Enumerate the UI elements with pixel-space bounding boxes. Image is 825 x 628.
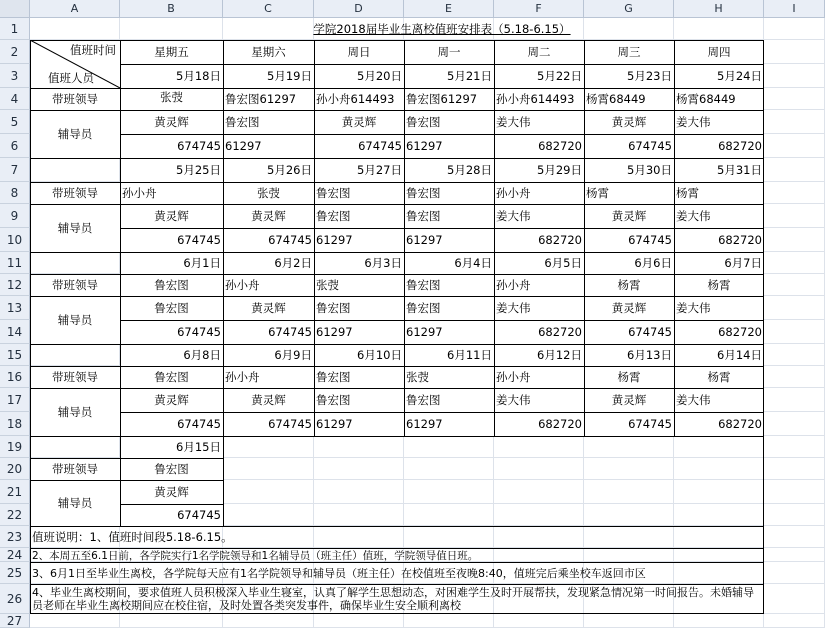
- counselor-cell: 姜大伟: [494, 296, 584, 320]
- date-cell: 5月25日: [120, 158, 223, 182]
- leader-cell: 孙小舟: [494, 366, 584, 388]
- corner-label-time: 值班时间: [70, 43, 116, 57]
- counselor-cell: 姜大伟: [674, 388, 764, 412]
- border-line: [30, 458, 224, 459]
- border-line: [30, 274, 764, 275]
- leader-label: 带班领导: [30, 366, 120, 388]
- select-all-corner[interactable]: [0, 0, 30, 18]
- leader-cell: 鲁宏图: [120, 366, 223, 388]
- date-cell: 5月27日: [314, 158, 404, 182]
- counselor-cell: 姜大伟: [674, 204, 764, 228]
- phone-cell: 674745: [120, 504, 223, 526]
- counselor-cell: 姜大伟: [674, 110, 764, 134]
- leader-cell: 孙小舟: [120, 182, 223, 204]
- counselor-cell: 黄灵辉: [584, 204, 674, 228]
- leader-cell: 孙小舟: [223, 366, 314, 388]
- phone-cell: 682720: [494, 134, 584, 158]
- phone-cell: 674745: [120, 134, 223, 158]
- phone-cell: 674745: [584, 412, 674, 436]
- counselor-label: 辅导员: [30, 388, 120, 436]
- border-line: [120, 228, 764, 229]
- column-header-e[interactable]: E: [404, 0, 494, 18]
- counselor-cell: 鲁宏图: [404, 296, 494, 320]
- phone-cell: 682720: [494, 228, 584, 252]
- row-header-4[interactable]: 4: [0, 88, 30, 110]
- phone-cell: 674745: [314, 134, 404, 158]
- row-header-26[interactable]: 26: [0, 584, 30, 614]
- row-header-6[interactable]: 6: [0, 134, 30, 158]
- date-cell: 6月10日: [314, 344, 404, 366]
- leader-cell: 孙小舟614493: [314, 88, 404, 110]
- row-header-3[interactable]: 3: [0, 64, 30, 88]
- row-header-17[interactable]: 17: [0, 388, 30, 412]
- counselor-cell: 鲁宏图: [314, 204, 404, 228]
- leader-cell: 杨霄: [674, 182, 764, 204]
- row-header-15[interactable]: 15: [0, 344, 30, 366]
- date-cell: 6月12日: [494, 344, 584, 366]
- weekday-header: 星期六: [223, 40, 314, 64]
- leader-cell: 孙小舟: [494, 182, 584, 204]
- border-line: [30, 182, 764, 183]
- border-line: [404, 40, 405, 436]
- row-header-7[interactable]: 7: [0, 158, 30, 182]
- column-header-b[interactable]: B: [120, 0, 223, 18]
- counselor-cell: 鲁宏图: [404, 204, 494, 228]
- phone-cell: 674745: [223, 320, 314, 344]
- border-line: [30, 252, 764, 253]
- date-cell: 5月20日: [314, 64, 404, 88]
- row-header-1[interactable]: 1: [0, 18, 30, 40]
- counselor-cell: 姜大伟: [494, 204, 584, 228]
- border-line: [120, 64, 764, 65]
- leader-label: 带班领导: [30, 182, 120, 204]
- weekday-header: 周三: [584, 40, 674, 64]
- leader-cell: 杨霄: [674, 274, 764, 296]
- row-header-24[interactable]: 24: [0, 548, 30, 562]
- leader-cell: 杨霄: [584, 366, 674, 388]
- phone-cell: 682720: [674, 412, 764, 436]
- column-header-d[interactable]: D: [314, 0, 404, 18]
- row-header-19[interactable]: 19: [0, 436, 30, 458]
- border-line: [30, 158, 764, 159]
- border-line: [30, 204, 764, 205]
- row-header-11[interactable]: 11: [0, 252, 30, 274]
- phone-cell: 61297: [404, 320, 494, 344]
- counselor-cell: 鲁宏图: [314, 388, 404, 412]
- border-line: [30, 40, 31, 614]
- border-line: [763, 40, 764, 614]
- border-line: [30, 366, 764, 367]
- counselor-cell: 鲁宏图: [404, 110, 494, 134]
- border-line: [120, 134, 764, 135]
- counselor-label: 辅导员: [30, 480, 120, 526]
- counselor-cell: 黄灵辉: [584, 110, 674, 134]
- border-line: [30, 40, 764, 41]
- date-cell: 6月13日: [584, 344, 674, 366]
- border-line: [30, 344, 764, 345]
- leader-cell: 张弢: [404, 366, 494, 388]
- counselor-cell: 鲁宏图: [223, 110, 314, 134]
- counselor-cell: 黄灵辉: [120, 110, 223, 134]
- leader-cell: 鲁宏图: [404, 182, 494, 204]
- counselor-label: 辅导员: [30, 296, 120, 344]
- date-cell: 6月5日: [494, 252, 584, 274]
- weekday-header: 周一: [404, 40, 494, 64]
- leader-cell: 鲁宏图61297: [404, 88, 494, 110]
- column-header-g[interactable]: G: [584, 0, 674, 18]
- border-line: [584, 40, 585, 436]
- row-header-23[interactable]: 23: [0, 526, 30, 548]
- corner-label-staff: 值班人员: [48, 71, 94, 85]
- border-line: [120, 436, 121, 526]
- phone-cell: 682720: [494, 412, 584, 436]
- border-line: [30, 88, 764, 89]
- header-corner-cell: [30, 40, 120, 88]
- border-line: [30, 480, 224, 481]
- border-line: [30, 110, 764, 111]
- phone-cell: 674745: [584, 134, 674, 158]
- leader-cell: 鲁宏图: [314, 182, 404, 204]
- leader-label: 带班领导: [30, 458, 120, 480]
- leader-cell: 孙小舟: [223, 274, 314, 296]
- weekday-header: 星期五: [120, 40, 223, 64]
- note-line: 值班说明：1、值班时间段5.18-6.15。: [32, 530, 233, 544]
- border-line: [30, 584, 764, 585]
- border-line: [30, 388, 764, 389]
- counselor-cell: 黄灵辉: [223, 296, 314, 320]
- counselor-cell: 黄灵辉: [223, 388, 314, 412]
- border-line: [494, 40, 495, 436]
- border-line: [120, 504, 224, 505]
- counselor-label: 辅导员: [30, 204, 120, 252]
- leader-cell: 孙小舟614493: [494, 88, 584, 110]
- phone-cell: 682720: [674, 134, 764, 158]
- date-cell: 6月15日: [120, 436, 223, 458]
- row-header-22[interactable]: 22: [0, 504, 30, 526]
- border-line: [30, 436, 764, 437]
- date-cell: 5月18日: [120, 64, 223, 88]
- date-cell: 6月8日: [120, 344, 223, 366]
- phone-cell: 61297: [314, 228, 404, 252]
- date-cell: 5月31日: [674, 158, 764, 182]
- row-header-18[interactable]: 18: [0, 412, 30, 436]
- date-cell: 5月21日: [404, 64, 494, 88]
- row-header-5[interactable]: 5: [0, 110, 30, 134]
- date-cell: 6月7日: [674, 252, 764, 274]
- border-line: [30, 526, 764, 527]
- leader-cell: 鲁宏图: [314, 366, 404, 388]
- leader-cell: 鲁宏图61297: [223, 88, 314, 110]
- border-line: [314, 40, 315, 436]
- row-header-12[interactable]: 12: [0, 274, 30, 296]
- date-cell: 6月4日: [404, 252, 494, 274]
- leader-label: 带班领导: [30, 88, 120, 110]
- leader-cell: 孙小舟: [494, 274, 584, 296]
- phone-cell: 682720: [674, 320, 764, 344]
- diagonal-line: [30, 40, 120, 88]
- date-cell: 5月28日: [404, 158, 494, 182]
- date-cell: 5月23日: [584, 64, 674, 88]
- leader-label: 带班领导: [30, 274, 120, 296]
- row-header-14[interactable]: 14: [0, 320, 30, 344]
- row-header-21[interactable]: 21: [0, 480, 30, 504]
- leader-cell: 鲁宏图: [404, 274, 494, 296]
- column-header-f[interactable]: F: [494, 0, 584, 18]
- date-cell: 5月19日: [223, 64, 314, 88]
- phone-cell: 61297: [404, 134, 494, 158]
- weekday-header: 周日: [314, 40, 404, 64]
- leader-cell: 鲁宏图: [120, 274, 223, 296]
- border-line: [223, 40, 224, 436]
- counselor-cell: 黄灵辉: [120, 388, 223, 412]
- note-line: 4、毕业生离校期间，要求值班人员积极深入毕业生寝室，认真了解学生思想动态，对困难学生及时开展帮扶，发现紧急情况第一时间报告。未婚辅导员老师在毕业生离校期间应在校住宿，及时处置各类突发事件，确保毕业生安全顺利离校: [32, 586, 754, 612]
- border-line: [120, 412, 764, 413]
- leader-cell: 杨霄: [584, 274, 674, 296]
- border-line: [674, 40, 675, 436]
- date-cell: 5月26日: [223, 158, 314, 182]
- leader-cell: 张弢: [223, 182, 314, 204]
- leader-cell: 张弢: [120, 88, 223, 110]
- date-cell: 6月9日: [223, 344, 314, 366]
- date-cell: 6月3日: [314, 252, 404, 274]
- leader-cell: 杨霄68449: [584, 88, 674, 110]
- counselor-cell: 鲁宏图: [404, 388, 494, 412]
- column-header-i[interactable]: I: [764, 0, 825, 18]
- row-header-8[interactable]: 8: [0, 182, 30, 204]
- counselor-cell: 黄灵辉: [584, 388, 674, 412]
- weekday-header: 周四: [674, 40, 764, 64]
- row-header-2[interactable]: 2: [0, 40, 30, 64]
- date-cell: 6月1日: [120, 252, 223, 274]
- counselor-cell: 黄灵辉: [120, 480, 223, 504]
- border-line: [30, 613, 764, 614]
- border-line: [120, 320, 764, 321]
- counselor-cell: 鲁宏图: [314, 296, 404, 320]
- leader-cell: 鲁宏图: [120, 458, 223, 480]
- row-header-9[interactable]: 9: [0, 204, 30, 228]
- border-line: [30, 296, 764, 297]
- phone-cell: 674745: [584, 320, 674, 344]
- leader-cell: 张弢: [314, 274, 404, 296]
- date-cell: 6月2日: [223, 252, 314, 274]
- phone-cell: 674745: [120, 320, 223, 344]
- phone-cell: 674745: [223, 412, 314, 436]
- row-header-20[interactable]: 20: [0, 458, 30, 480]
- phone-cell: 682720: [674, 228, 764, 252]
- counselor-cell: 姜大伟: [494, 110, 584, 134]
- phone-cell: 61297: [223, 134, 314, 158]
- date-cell: 5月22日: [494, 64, 584, 88]
- note-line: 3、6月1日至毕业生离校，各学院每天应有1名学院领导和辅导员（班主任）在校值班至夜晚8:40，值班完后乘坐校车返回市区: [32, 567, 646, 580]
- counselor-cell: 黄灵辉: [314, 110, 404, 134]
- counselor-label: 辅导员: [30, 110, 120, 158]
- leader-cell: 杨霄68449: [674, 88, 764, 110]
- column-header-a[interactable]: A: [30, 0, 120, 18]
- phone-cell: 61297: [314, 412, 404, 436]
- counselor-cell: 黄灵辉: [584, 296, 674, 320]
- date-cell: 6月6日: [584, 252, 674, 274]
- phone-cell: 674745: [223, 228, 314, 252]
- date-cell: 5月24日: [674, 64, 764, 88]
- phone-cell: 61297: [404, 412, 494, 436]
- border-line: [30, 562, 764, 563]
- note-line: 2、本周五至6.1日前，各学院实行1名学院领导和1名辅导员（班主任）值班，学院领导值日班。: [32, 549, 479, 562]
- date-cell: 5月29日: [494, 158, 584, 182]
- row-header-27[interactable]: 27: [0, 614, 30, 628]
- counselor-cell: 姜大伟: [674, 296, 764, 320]
- phone-cell: 674745: [120, 228, 223, 252]
- counselor-cell: 黄灵辉: [223, 204, 314, 228]
- row-header-13[interactable]: 13: [0, 296, 30, 320]
- row-header-25[interactable]: 25: [0, 562, 30, 584]
- date-cell: 6月11日: [404, 344, 494, 366]
- date-cell: 5月30日: [584, 158, 674, 182]
- counselor-cell: 鲁宏图: [120, 296, 223, 320]
- row-header-16[interactable]: 16: [0, 366, 30, 388]
- weekday-header: 周二: [494, 40, 584, 64]
- phone-cell: 674745: [584, 228, 674, 252]
- border-line: [120, 40, 121, 436]
- leader-cell: 杨霄: [584, 182, 674, 204]
- phone-cell: 674745: [120, 412, 223, 436]
- phone-cell: 682720: [494, 320, 584, 344]
- date-cell: 6月14日: [674, 344, 764, 366]
- border-line: [223, 436, 224, 526]
- counselor-cell: 姜大伟: [494, 388, 584, 412]
- leader-cell: 杨霄: [674, 366, 764, 388]
- border-line: [30, 548, 764, 549]
- column-header-c[interactable]: C: [223, 0, 314, 18]
- phone-cell: 61297: [404, 228, 494, 252]
- column-header-h[interactable]: H: [674, 0, 764, 18]
- sheet-title: 学院2018届毕业生离校值班安排表（5.18-6.15）: [313, 22, 571, 36]
- counselor-cell: 黄灵辉: [120, 204, 223, 228]
- phone-cell: 61297: [314, 320, 404, 344]
- row-header-10[interactable]: 10: [0, 228, 30, 252]
